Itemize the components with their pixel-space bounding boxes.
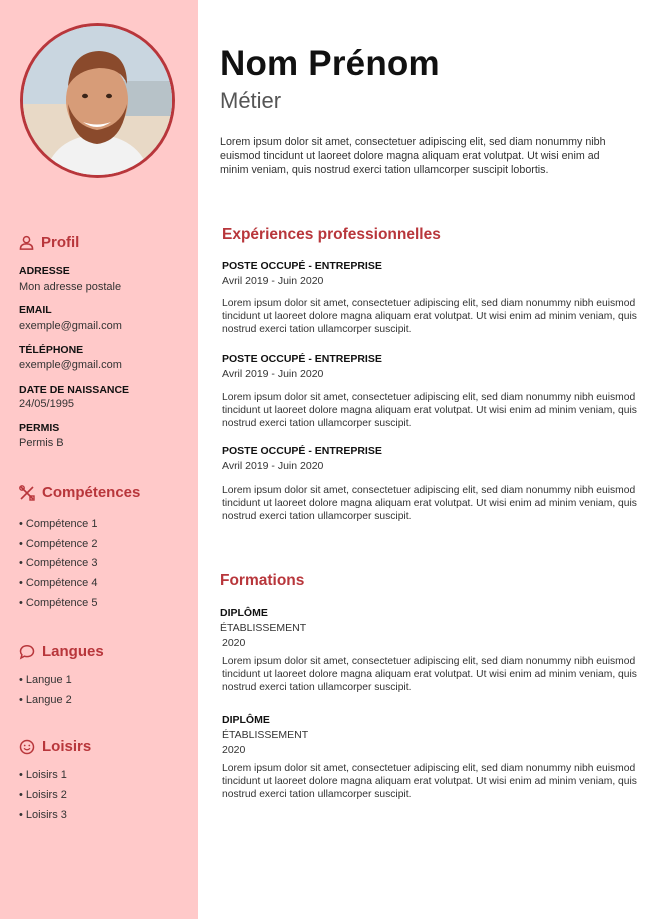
candidate-name: Nom Prénom	[220, 44, 440, 83]
hobbies-list	[19, 765, 67, 825]
list-item: • Loisirs 2	[19, 785, 67, 805]
license-label: PERMIS	[19, 422, 60, 434]
experience-title: POSTE OCCUPÉ - ENTREPRISE	[222, 353, 382, 365]
speech-bubble-icon	[19, 644, 35, 660]
education-title: DIPLÔME	[220, 607, 268, 619]
profile-photo	[20, 23, 175, 178]
list-item: • Compétence 2	[19, 535, 97, 555]
skills-section-title	[19, 484, 140, 501]
list-item: • Compétence 4	[19, 574, 97, 594]
languages-list	[19, 670, 72, 710]
education-description: Lorem ipsum dolor sit amet, consectetuer adipiscing elit, sed diam nonummy nibh euismod tincidunt ut laoreet dolore magna aliquam erat volutpat. Ut wisi enim ad minim veniam, quis nostrud exerci tation ullamcorper suscipit.	[222, 763, 637, 800]
smiley-icon	[19, 739, 35, 755]
list-item: • Compétence 1	[19, 515, 97, 535]
education-school: ÉTABLISSEMENT	[222, 729, 309, 741]
address-label: ADRESSE	[19, 265, 70, 277]
job-title: Métier	[220, 88, 282, 113]
list-item: • Loisirs 1	[19, 765, 67, 785]
education-year: 2020	[222, 744, 246, 756]
birthdate-label: DATE DE NAISSANCE	[19, 384, 130, 396]
profile-title: Profil	[41, 234, 80, 251]
sidebar	[0, 0, 198, 919]
phone-label: TÉLÉPHONE	[19, 344, 84, 356]
experience-title: POSTE OCCUPÉ - ENTREPRISE	[222, 445, 382, 457]
education-section-title: Formations	[220, 572, 305, 589]
avatar	[23, 26, 172, 175]
phone-value: exemple@gmail.com	[19, 359, 122, 371]
experience-description: Lorem ipsum dolor sit amet, consectetuer adipiscing elit, sed diam nonummy nibh euismod tincidunt ut laoreet dolore magna aliquam erat volutpat. Ut wisi enim ad minim veniam, quis nostrud exerci tation ullamcorper suscipit.	[222, 485, 637, 522]
hobbies-title: Loisirs	[42, 738, 92, 755]
education-year: 2020	[222, 637, 246, 649]
experience-dates: Avril 2019 - Juin 2020	[222, 460, 324, 472]
address-value: Mon adresse postale	[19, 281, 122, 293]
languages-section-title	[19, 643, 104, 660]
email-value: exemple@gmail.com	[19, 320, 122, 332]
experience-title: POSTE OCCUPÉ - ENTREPRISE	[222, 260, 382, 272]
tools-icon	[19, 485, 35, 501]
skills-list	[19, 515, 97, 614]
license-value: Permis B	[19, 437, 64, 449]
list-item: • Loisirs 3	[19, 805, 67, 825]
skills-title: Compétences	[42, 484, 141, 501]
education-school: ÉTABLISSEMENT	[220, 622, 307, 634]
intro-text: Lorem ipsum dolor sit amet, consectetuer adipiscing elit, sed diam nonummy nibh euismod tincidunt ut laoreet dolore magna aliquam erat volutpat. Ut wisi enim ad minim veniam, quis nostrud exerci tation ullamcorper suscipit lobortis.	[220, 136, 606, 176]
education-title: DIPLÔME	[222, 714, 270, 726]
list-item: • Langue 2	[19, 690, 72, 710]
birthdate-value: 24/05/1995	[19, 398, 75, 410]
experience-section-title: Expériences professionnelles	[222, 226, 441, 243]
experience-dates: Avril 2019 - Juin 2020	[222, 275, 324, 287]
user-icon	[19, 235, 34, 250]
list-item: • Langue 1	[19, 670, 72, 690]
email-label: EMAIL	[19, 304, 52, 316]
hobbies-section-title	[19, 738, 91, 755]
experience-description: Lorem ipsum dolor sit amet, consectetuer adipiscing elit, sed diam nonummy nibh euismod tincidunt ut laoreet dolore magna aliquam erat volutpat. Ut wisi enim ad minim veniam, quis nostrud exerci tation ullamcorper suscipit.	[222, 392, 637, 429]
list-item: • Compétence 3	[19, 554, 97, 574]
languages-title: Langues	[42, 643, 104, 660]
main-content	[198, 0, 650, 919]
list-item: • Compétence 5	[19, 594, 97, 614]
experience-description: Lorem ipsum dolor sit amet, consectetuer adipiscing elit, sed diam nonummy nibh euismod tincidunt ut laoreet dolore magna aliquam erat volutpat. Ut wisi enim ad minim veniam, quis nostrud exerci tation ullamcorper suscipit.	[222, 298, 637, 335]
experience-dates: Avril 2019 - Juin 2020	[222, 368, 324, 380]
profile-section-title	[19, 234, 79, 251]
education-description: Lorem ipsum dolor sit amet, consectetuer adipiscing elit, sed diam nonummy nibh euismod tincidunt ut laoreet dolore magna aliquam erat volutpat. Ut wisi enim ad minim veniam, quis nostrud exerci tation ullamcorper suscipit.	[222, 656, 637, 693]
